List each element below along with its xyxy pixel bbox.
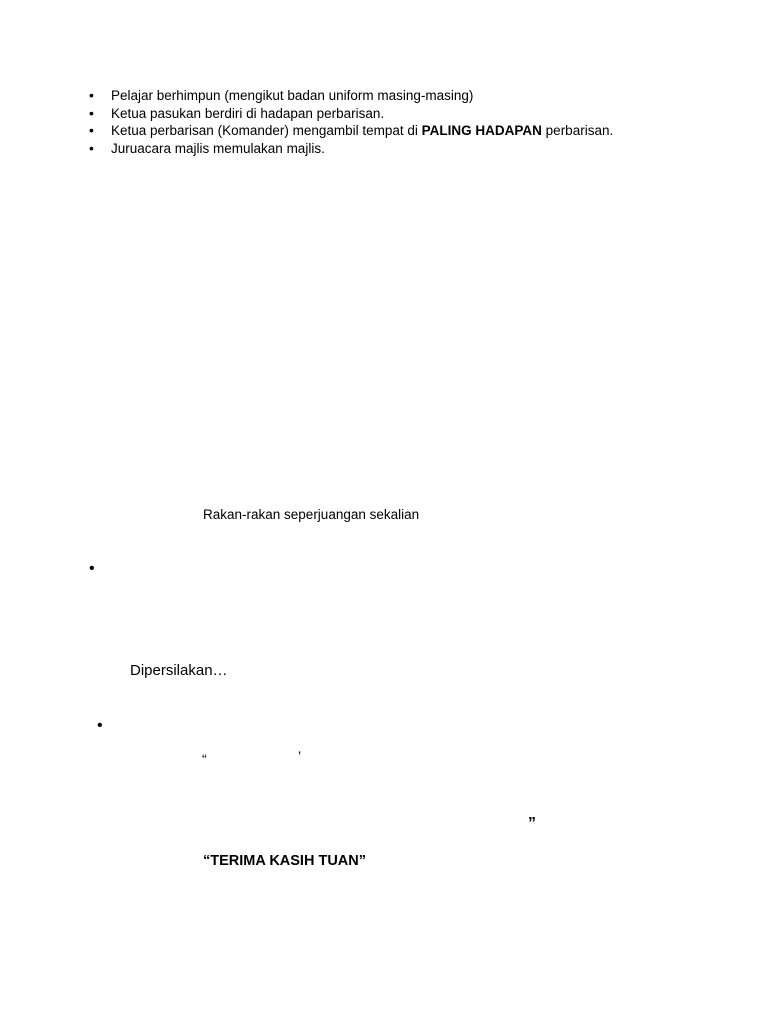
list-item xyxy=(88,87,613,105)
list-item xyxy=(88,122,613,140)
list-item xyxy=(88,140,613,158)
list-item-text: Ketua pasukan berdiri di hadapan perbarisan. xyxy=(111,105,385,121)
list-item-text-start: Ketua perbarisan (Komander) mengambil tempat di xyxy=(111,123,422,138)
terima-kasih-line: “TERIMA KASIH TUAN” xyxy=(203,853,366,869)
rakan-line: Rakan-rakan seperjuangan sekalian xyxy=(203,507,420,522)
bullet-icon: • xyxy=(89,104,94,121)
list-item-bold-text: PALING HADAPAN xyxy=(421,123,542,138)
dipersilakan-line: Dipersilakan… xyxy=(130,662,228,679)
list-item-text: Pelajar berhimpun (mengikut badan uniform masing-masing) xyxy=(111,88,474,103)
procedure-list xyxy=(88,87,613,157)
list-item-text-end: perbarisan. xyxy=(541,123,614,138)
bullet-icon: • xyxy=(89,122,94,138)
bullet-icon: • xyxy=(89,139,94,156)
bullet-icon: • xyxy=(89,87,94,103)
list-item-text: Juruacara majlis memulakan majlis. xyxy=(111,140,325,156)
bullet-icon: • xyxy=(89,560,95,577)
close-quote-mark: ” xyxy=(528,815,536,832)
open-quote-mark: “ xyxy=(202,751,207,767)
bullet-icon: • xyxy=(97,717,103,734)
apostrophe-mark: ’ xyxy=(298,748,302,764)
list-item xyxy=(88,105,613,123)
